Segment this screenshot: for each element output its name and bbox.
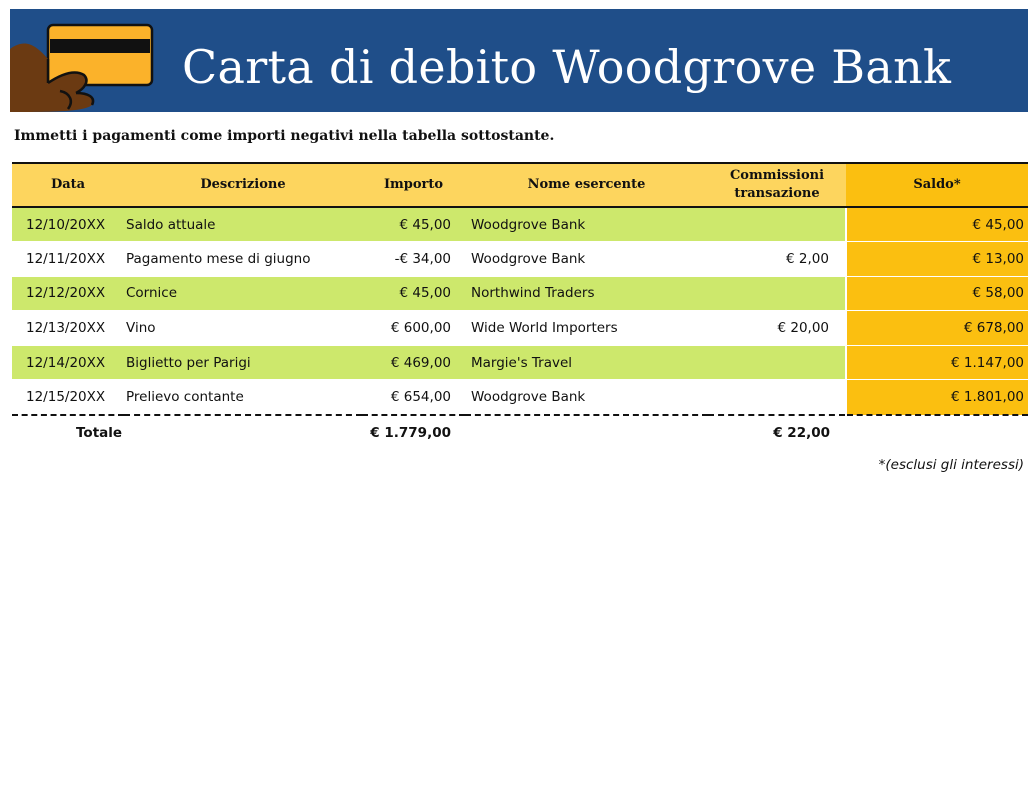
cell-amount[interactable]: € 45,00 (362, 207, 465, 242)
totals-row (12, 415, 1028, 451)
instructions-text: Immetti i pagamenti come importi negativi nella tabella sottostante. (14, 128, 555, 144)
cell-description[interactable]: Cornice (124, 276, 362, 311)
col-header-data: Data (12, 163, 124, 207)
totals-spacer (465, 415, 708, 451)
cell-description[interactable]: Biglietto per Parigi (124, 345, 362, 380)
header-banner (10, 9, 1028, 112)
cell-date[interactable]: 12/14/20XX (12, 345, 124, 380)
table-header-row (12, 163, 1028, 207)
table-row (12, 380, 1028, 415)
cell-merchant[interactable]: Wide World Importers (465, 311, 708, 346)
totals-fees: € 22,00 (773, 425, 830, 442)
cell-description[interactable]: Vino (124, 311, 362, 346)
cell-date[interactable]: 12/13/20XX (12, 311, 124, 346)
cell-merchant[interactable]: Margie's Travel (465, 345, 708, 380)
cell-merchant[interactable]: Woodgrove Bank (465, 380, 708, 415)
cell-fee[interactable]: € 2,00 (708, 242, 846, 277)
cell-fee[interactable] (708, 276, 846, 311)
table-row (12, 207, 1028, 242)
cell-amount[interactable]: -€ 34,00 (362, 242, 465, 277)
cell-balance[interactable]: € 58,00 (846, 276, 1028, 311)
footnote: *(esclusi gli interessi) (878, 457, 1024, 473)
cell-amount[interactable]: € 45,00 (362, 276, 465, 311)
cell-merchant[interactable]: Northwind Traders (465, 276, 708, 311)
cell-balance[interactable]: € 13,00 (846, 242, 1028, 277)
col-header-commissioni (708, 163, 846, 207)
cell-fee[interactable]: € 20,00 (708, 311, 846, 346)
cell-balance[interactable]: € 45,00 (846, 207, 1028, 242)
cell-fee[interactable] (708, 345, 846, 380)
cell-description[interactable]: Pagamento mese di giugno (124, 242, 362, 277)
table-row (12, 345, 1028, 380)
cell-amount[interactable]: € 469,00 (362, 345, 465, 380)
col-header-importo: Importo (362, 163, 465, 207)
totals-amount: € 1.779,00 (370, 425, 451, 442)
hand-holding-credit-card-icon (10, 9, 160, 112)
cell-date[interactable]: 12/15/20XX (12, 380, 124, 415)
cell-fee[interactable] (708, 380, 846, 415)
totals-label: Totale (76, 425, 123, 442)
table-row (12, 276, 1028, 311)
col-header-commissioni-line-1: Commissioni (729, 168, 825, 183)
col-header-saldo: Saldo* (846, 163, 1028, 207)
cell-balance[interactable]: € 678,00 (846, 311, 1028, 346)
cell-description[interactable]: Prelievo contante (124, 380, 362, 415)
col-header-commissioni-line-2: transazione (734, 186, 820, 201)
cell-date[interactable]: 12/11/20XX (12, 242, 124, 277)
page-title: Carta di debito Woodgrove Bank (182, 40, 952, 94)
cell-merchant[interactable]: Woodgrove Bank (465, 207, 708, 242)
cell-date[interactable]: 12/12/20XX (12, 276, 124, 311)
cell-date[interactable]: 12/10/20XX (12, 207, 124, 242)
cell-merchant[interactable]: Woodgrove Bank (465, 242, 708, 277)
col-header-descrizione: Descrizione (124, 163, 362, 207)
transactions-table (12, 162, 1028, 451)
cell-balance[interactable]: € 1.801,00 (846, 380, 1028, 415)
cell-balance[interactable]: € 1.147,00 (846, 345, 1028, 380)
totals-balance-empty (846, 415, 1028, 451)
table-row (12, 311, 1028, 346)
cell-fee[interactable] (708, 207, 846, 242)
col-header-nome-esercente: Nome esercente (465, 163, 708, 207)
cell-amount[interactable]: € 600,00 (362, 311, 465, 346)
cell-amount[interactable]: € 654,00 (362, 380, 465, 415)
table-row (12, 242, 1028, 277)
cell-description[interactable]: Saldo attuale (124, 207, 362, 242)
